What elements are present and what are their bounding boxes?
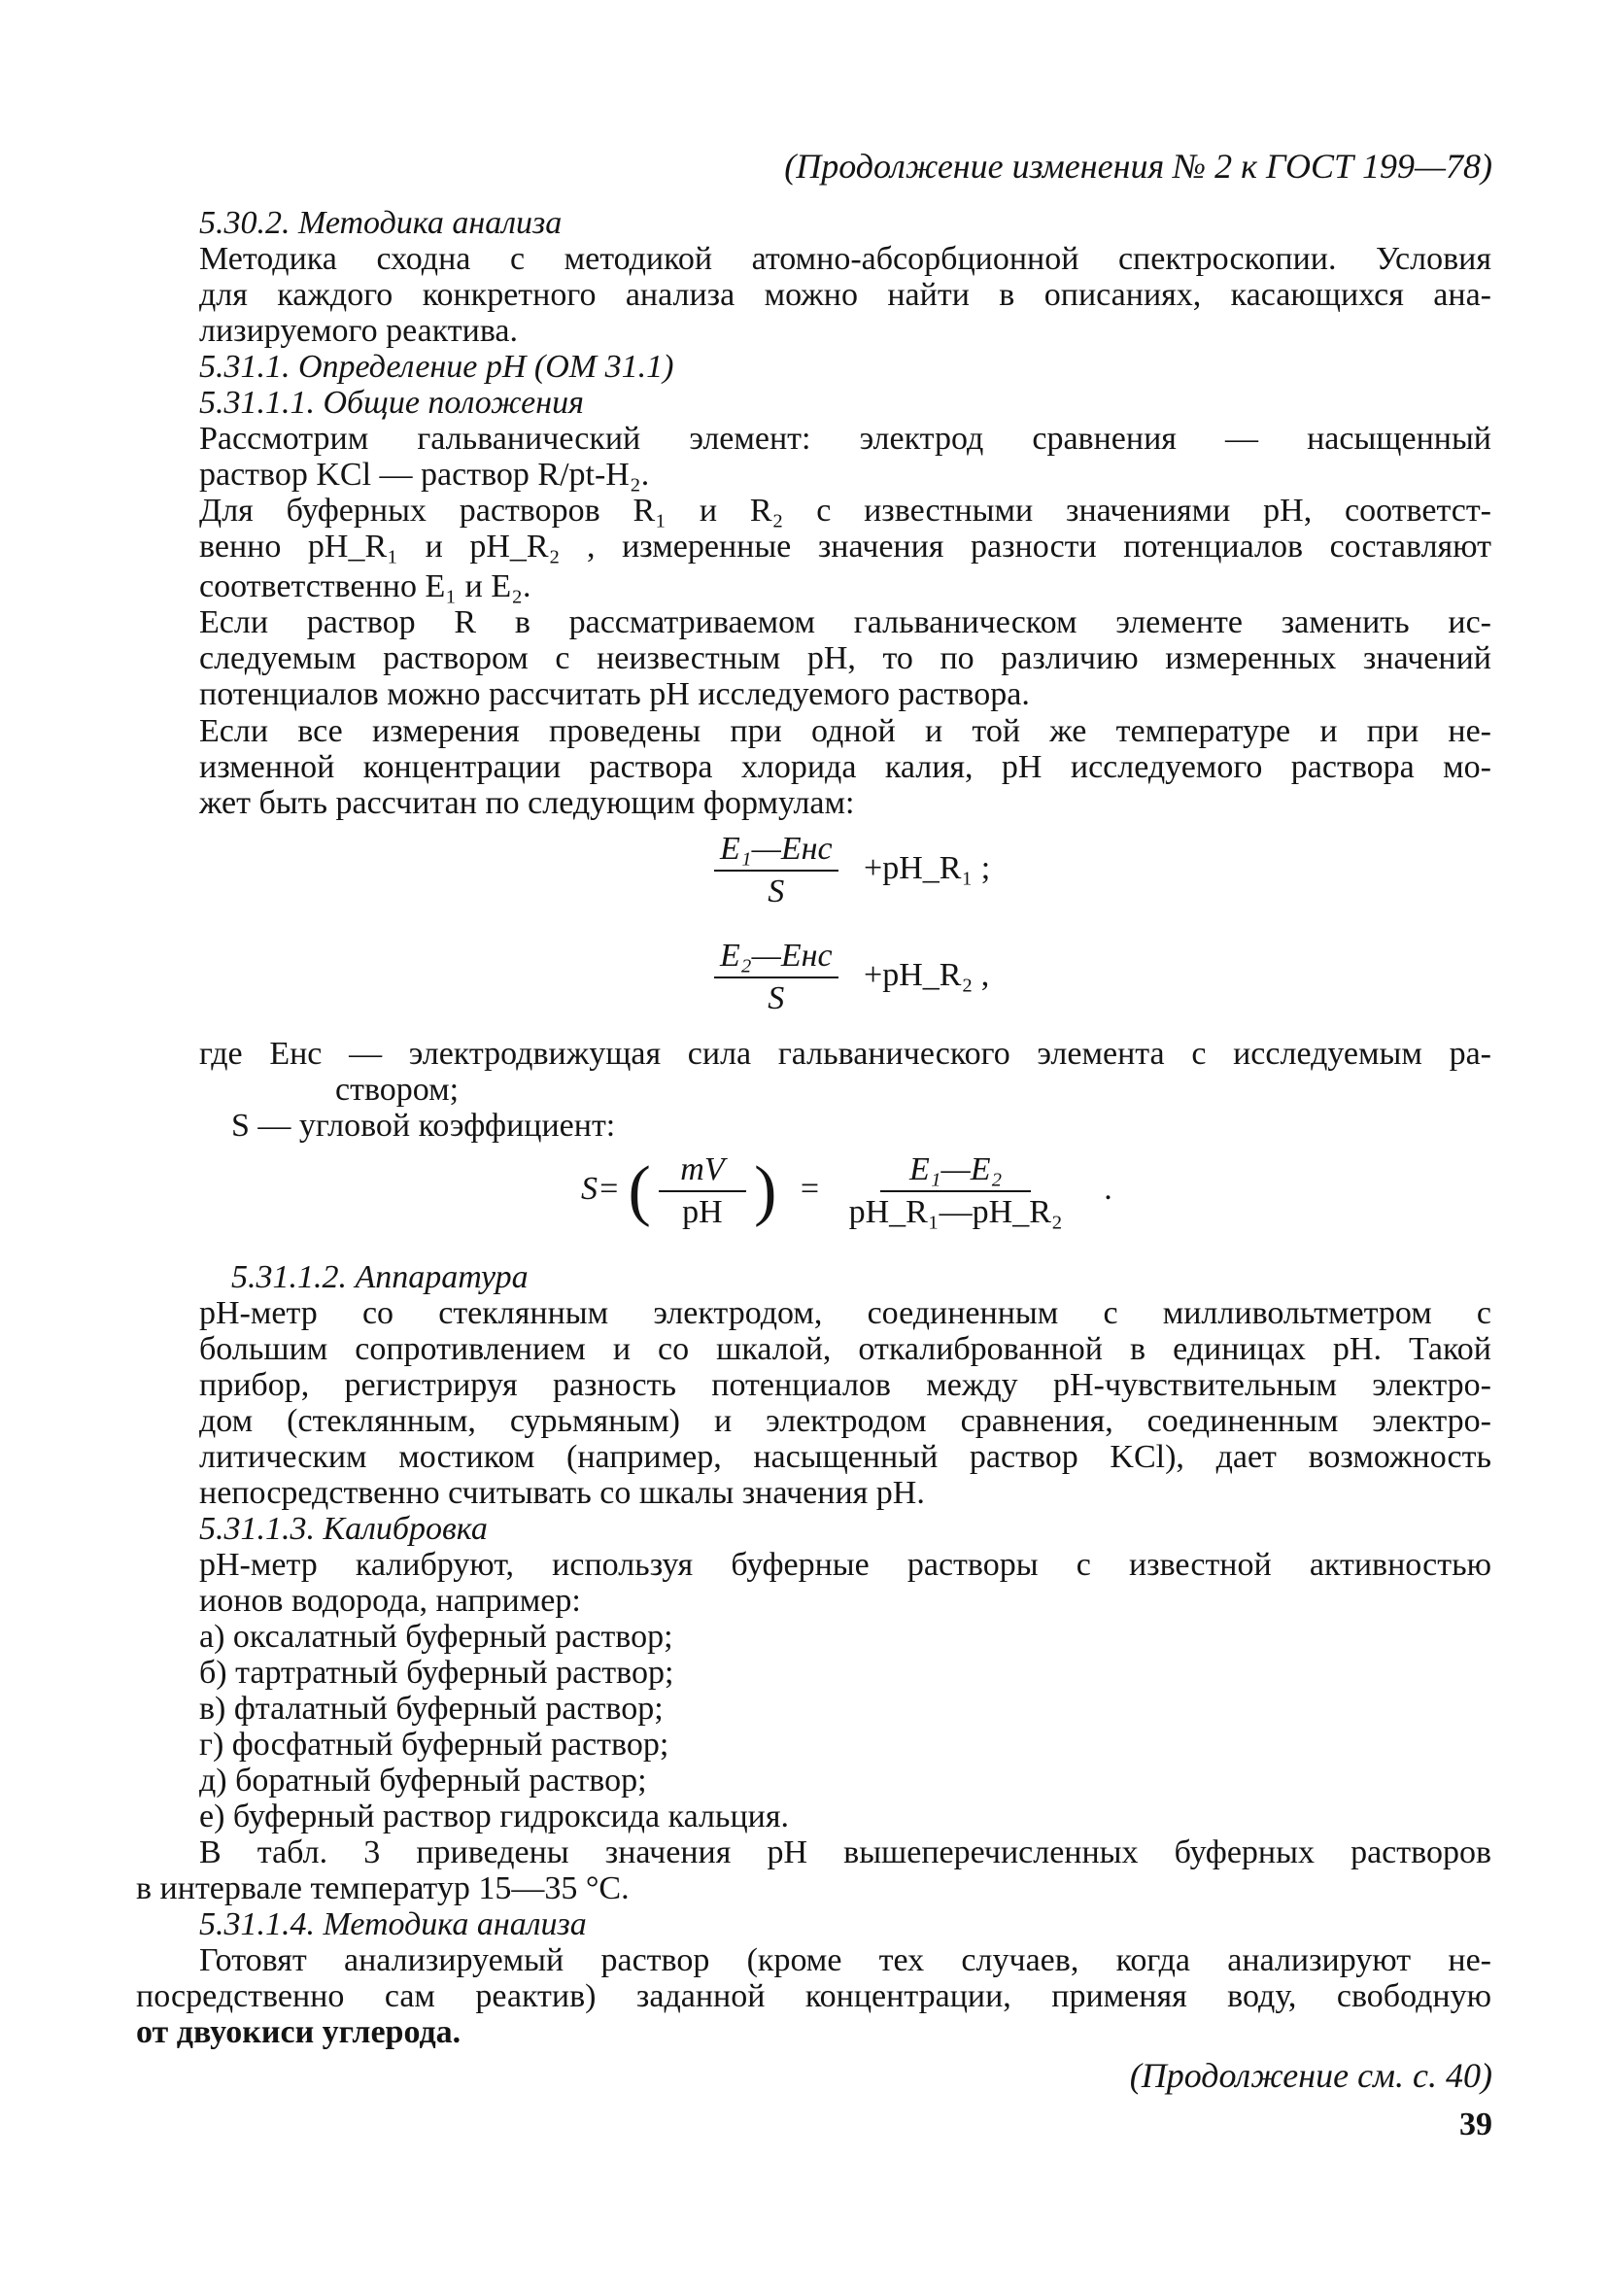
formula-denominator: pH bbox=[682, 1194, 723, 1230]
paragraph-line: Для буферных растворов R₁ и R₂ с известными значениями pH, соответст- bbox=[199, 493, 1491, 529]
formula-2 bbox=[714, 938, 989, 1017]
formula-numerator: E₂—Eнс bbox=[714, 938, 838, 978]
paragraph-line: большим сопротивлением и со шкалой, откалиброванной в единицах pH. Такой bbox=[199, 1331, 1491, 1367]
paragraph-line: раствор KCl — раствор R/pt-H₂. bbox=[199, 457, 650, 493]
formula-numerator: E₁—Eнс bbox=[714, 831, 838, 872]
paragraph-line: Если раствор R в рассматриваемом гальваническом элементе заменить ис- bbox=[199, 604, 1491, 640]
paragraph-line: соответственно E₁ и E₂. bbox=[199, 568, 531, 604]
paragraph-line: посредственно сам реактив) заданной концентрации, применяя воду, свободную bbox=[136, 1978, 1491, 2014]
formula-numerator: mV bbox=[659, 1151, 745, 1192]
formula-tail: +pH_R₁ ; bbox=[864, 849, 991, 886]
paragraph-line: для каждого конкретного анализа можно найти в описаниях, касающихся ана- bbox=[199, 277, 1491, 313]
section-title: 5.30.2. Методика анализа bbox=[199, 205, 563, 241]
paragraph-line: Если все измерения проведены при одной и той же температуре и при не- bbox=[199, 713, 1491, 749]
paragraph-line: где Eнс — электродвижущая сила гальванического элемента с исследуемым ра- bbox=[199, 1036, 1491, 1072]
formula-denominator: S bbox=[768, 980, 785, 1016]
running-header: (Продолжение изменения № 2 к ГОСТ 199—78) bbox=[784, 147, 1492, 186]
paragraph-line: pH-метр калибруют, используя буферные растворы с известной активностью bbox=[199, 1547, 1491, 1583]
formula-3 bbox=[581, 1151, 1112, 1231]
formula-tail: +pH_R₂ , bbox=[864, 956, 990, 993]
paren-close-icon: ) bbox=[754, 1153, 777, 1228]
formula-fraction bbox=[714, 938, 838, 1017]
formula-fraction bbox=[843, 1151, 1069, 1231]
formula-denominator: pH_R₁—pH_R₂ bbox=[848, 1194, 1063, 1230]
paragraph-line: лизируемого реактива. bbox=[199, 313, 519, 349]
paragraph-line: В табл. 3 приведены значения pH вышеперечисленных буферных растворов bbox=[199, 1834, 1491, 1870]
paragraph-line: жет быть рассчитан по следующим формулам: bbox=[199, 785, 855, 821]
list-item: г) фосфатный буферный раствор; bbox=[199, 1727, 669, 1763]
list-item: а) оксалатный буферный раствор; bbox=[199, 1619, 673, 1655]
formula-fraction bbox=[714, 831, 838, 910]
paragraph-line: Рассмотрим гальванический элемент: электрод сравнения — насыщенный bbox=[199, 421, 1491, 457]
paragraph-line: потенциалов можно рассчитать pH исследуемого раствора. bbox=[199, 676, 1030, 712]
paragraph-line: в интервале температур 15—35 °С. bbox=[136, 1870, 630, 1906]
paragraph-line: ионов водорода, например: bbox=[199, 1583, 581, 1619]
paragraph-line: дом (стеклянным, сурьмяным) и электродом сравнения, соединенным электро- bbox=[199, 1403, 1491, 1439]
formula-fraction bbox=[659, 1151, 745, 1231]
formula-numerator: E₁—E₂ bbox=[880, 1151, 1031, 1192]
paragraph-line: створом; bbox=[335, 1072, 460, 1108]
paragraph-line: следуемым раствором с неизвестным pH, то по различию измеренных значений bbox=[199, 640, 1491, 676]
list-item: б) тартратный буферный раствор; bbox=[199, 1655, 674, 1691]
paragraph-line: изменной концентрации раствора хлорида калия, pH исследуемого раствора мо- bbox=[199, 749, 1491, 785]
section-title: 5.31.1.1. Общие положения bbox=[199, 385, 584, 421]
paragraph-line: прибор, регистрируя разность потенциалов между pH-чувствительным электро- bbox=[199, 1367, 1491, 1403]
paragraph-line: S — угловой коэффициент: bbox=[231, 1108, 616, 1144]
paragraph-line: от двуокиси углерода. bbox=[136, 2014, 462, 2050]
section-title: 5.31.1. Определение pH (ОМ 31.1) bbox=[199, 349, 674, 385]
continuation-note: (Продолжение см. с. 40) bbox=[1129, 2056, 1492, 2095]
formula-denominator: S bbox=[768, 874, 785, 909]
paragraph-line: венно pH_R₁ и pH_R₂ , измеренные значения разности потенциалов составляют bbox=[199, 529, 1491, 565]
formula-eq: = bbox=[800, 1170, 820, 1207]
paragraph-line: pH-метр со стеклянным электродом, соединенным с милливольтметром с bbox=[199, 1295, 1491, 1331]
paragraph-line: Готовят анализируемый раствор (кроме тех случаев, когда анализируют не- bbox=[199, 1942, 1491, 1978]
list-item: д) боратный буферный раствор; bbox=[199, 1763, 647, 1799]
list-item: е) буферный раствор гидроксида кальция. bbox=[199, 1799, 789, 1834]
formula-end: . bbox=[1104, 1170, 1112, 1207]
paragraph-line: литическим мостиком (например, насыщенный раствор KCl), дает возможность bbox=[199, 1439, 1491, 1475]
section-title: 5.31.1.4. Методика анализа bbox=[199, 1906, 587, 1942]
formula-1 bbox=[714, 831, 990, 910]
paren-open-icon: ( bbox=[628, 1153, 651, 1228]
section-title: 5.31.1.2. Аппаратура bbox=[231, 1259, 529, 1295]
paragraph-line: непосредственно считывать со шкалы значения pH. bbox=[199, 1475, 925, 1511]
page-number: 39 bbox=[1459, 2107, 1492, 2142]
section-title: 5.31.1.3. Калибровка bbox=[199, 1511, 488, 1547]
paragraph-line: Методика сходна с методикой атомно-абсорбционной спектроскопии. Условия bbox=[199, 241, 1491, 277]
formula-lhs: S= bbox=[581, 1170, 620, 1207]
list-item: в) фталатный буферный раствор; bbox=[199, 1691, 664, 1727]
